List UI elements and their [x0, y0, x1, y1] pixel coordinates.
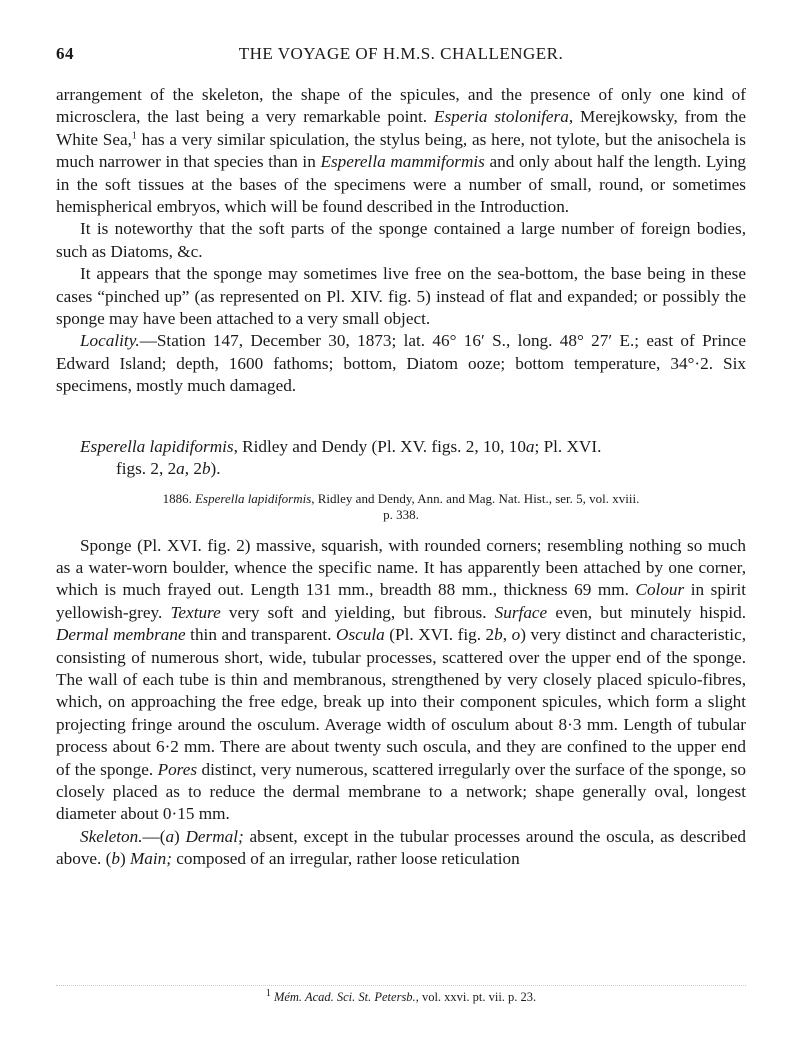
- text-run: and only about half the length. Lying in the soft tissues at the bases of the specimens were a number of small, round, or sometimes hemispherical embryos, which will be found described in the Introduction.: [56, 152, 747, 217]
- text-run: , vol. xxvi. pt. vii. p. 23.: [415, 990, 537, 1004]
- text-run: , 2: [184, 459, 202, 479]
- text-run: ; Pl. XVI.: [534, 436, 602, 456]
- citation-title: Mém. Acad. Sci. St. Petersb.: [273, 990, 416, 1004]
- text-run: (Pl. XVI. fig. 2: [384, 625, 495, 645]
- text-run: ).: [210, 459, 221, 479]
- skeleton-paragraph: [56, 826, 746, 871]
- text-run: absent, except in the tubular processes around the oscula, as described above. (: [56, 826, 746, 869]
- locality-paragraph: [56, 330, 746, 397]
- footnote-marker: 1: [265, 987, 271, 999]
- term: Colour: [635, 580, 685, 600]
- section-gap: [56, 398, 746, 436]
- text-run: —Station 147, December 30, 1873; lat. 46° 16′ S., long. 48° 27′ E.; east of Prince Edward Island; depth, 1600 fathoms; bottom, Diatom ooze; bottom temperature, 34°·2. Six specimens, mostly much damaged.: [56, 331, 746, 396]
- description-paragraph: [56, 535, 746, 826]
- paragraph-1: [56, 84, 746, 218]
- species-name: Esperia stolonifera: [433, 107, 569, 127]
- text-run: composed of an irregular, rather loose reticulation: [172, 849, 520, 869]
- text-run: very soft and yielding, but fibrous.: [220, 602, 495, 622]
- term: Main;: [129, 849, 172, 869]
- term: Dermal membrane: [56, 625, 186, 645]
- species-name: Esperella mammiformis: [320, 152, 485, 172]
- text-run: , Ridley and Dendy (Pl. XV. figs. 2, 10, 10: [233, 436, 526, 456]
- paragraph-2: It is noteworthy that the soft parts of the sponge contained a large number of foreign bodies, such as Diatoms, &c.: [56, 219, 746, 261]
- text-run: 1886.: [162, 490, 196, 506]
- species-heading: [56, 436, 746, 481]
- text-run: o: [511, 625, 521, 645]
- text-run: a: [165, 826, 175, 846]
- text-run: a: [176, 459, 185, 479]
- text-run: , Ridley and Dendy, Ann. and Mag. Nat. Hist., ser. 5, vol. xviii.: [311, 490, 640, 506]
- text-run: , Merejkowsky, from the White Sea,: [56, 107, 747, 149]
- text-run: has a very similar spiculation, the stylus being, as here, not tylote, but the anisochela is much narrower in that species than in: [56, 129, 746, 172]
- text-run: b: [201, 459, 211, 479]
- term: Oscula: [336, 625, 385, 645]
- citation-line-1: [56, 491, 746, 507]
- heading-line-2: [80, 458, 746, 480]
- text-run: ): [174, 826, 186, 846]
- term: Dermal;: [185, 826, 244, 846]
- text-run: Sponge (Pl. XVI. fig. 2) massive, squarish, with rounded corners; resembling nothing so much as a water-worn boulder, whence the specific name. It has apparently been attached by one corner, which is much frayed out. Length 131 mm., breadth 88 mm., thickness 69 mm.: [56, 535, 746, 600]
- page-number: 64: [56, 44, 74, 63]
- paragraph-3: It appears that the sponge may sometimes live free on the sea-bottom, the base being in these cases “pinched up” (as represented on Pl. XIV. fig. 5) instead of flat and expanded; or possibly the sponge may have been attached to a very small object.: [56, 264, 746, 329]
- text-run: b: [111, 849, 120, 869]
- text-run: thin and transparent.: [185, 625, 337, 645]
- footnote-rule: [56, 985, 746, 986]
- running-title: THE VOYAGE OF H.M.S. CHALLENGER.: [238, 44, 564, 63]
- footnote: [56, 987, 746, 1005]
- term: Pores: [157, 759, 198, 779]
- text-run: b: [494, 625, 503, 645]
- text-run: in spirit yellowish-grey.: [56, 580, 746, 622]
- term: Texture: [170, 602, 221, 622]
- text-run: distinct, very numerous, scattered irregularly over the surface of the sponge, so closely placed as to reduce the dermal membrane to a network; shape generally oval, longest diameter about 0·15 mm.: [56, 759, 746, 824]
- species-name: Esperella lapidiformis: [195, 490, 312, 506]
- locality-label: Locality.: [80, 331, 140, 351]
- text-run: even, but minutely hispid.: [547, 602, 746, 622]
- species-name: Esperella lapidiformis: [80, 436, 234, 456]
- page-header: [56, 44, 746, 68]
- term: Skeleton.: [80, 826, 143, 846]
- body-text: [56, 84, 746, 871]
- text-run: a: [525, 436, 535, 456]
- term: Surface: [494, 602, 548, 622]
- text-run: ,: [502, 625, 512, 645]
- text-run: ): [119, 849, 130, 869]
- text-run: ) very distinct and characteristic, consisting of numerous short, wide, tubular processes, scattered over the upper end of the sponge. The wall of each tube is thin and membranous, strengthened by very closely placed spiculo-fibres, which, on approaching the free edge, break up into their component spicules, which form a slight projecting fringe around the osculum. Average width of osculum about 8·3 mm. Length of tubular process about 6·2 mm. There are about twenty such oscula, and they are confined to the upper end of the sponge.: [56, 625, 746, 779]
- text-run: figs. 2, 2: [116, 459, 177, 479]
- text-run: arrangement of the skeleton, the shape of the spicules, and the presence of only one kind of microsclera, the last being a very remarkable point.: [56, 85, 746, 127]
- citation-line-2: p. 338.: [383, 506, 419, 522]
- synonymy-citation: [56, 491, 746, 523]
- text-run: —(: [142, 826, 166, 846]
- footnote-marker: 1: [131, 130, 137, 142]
